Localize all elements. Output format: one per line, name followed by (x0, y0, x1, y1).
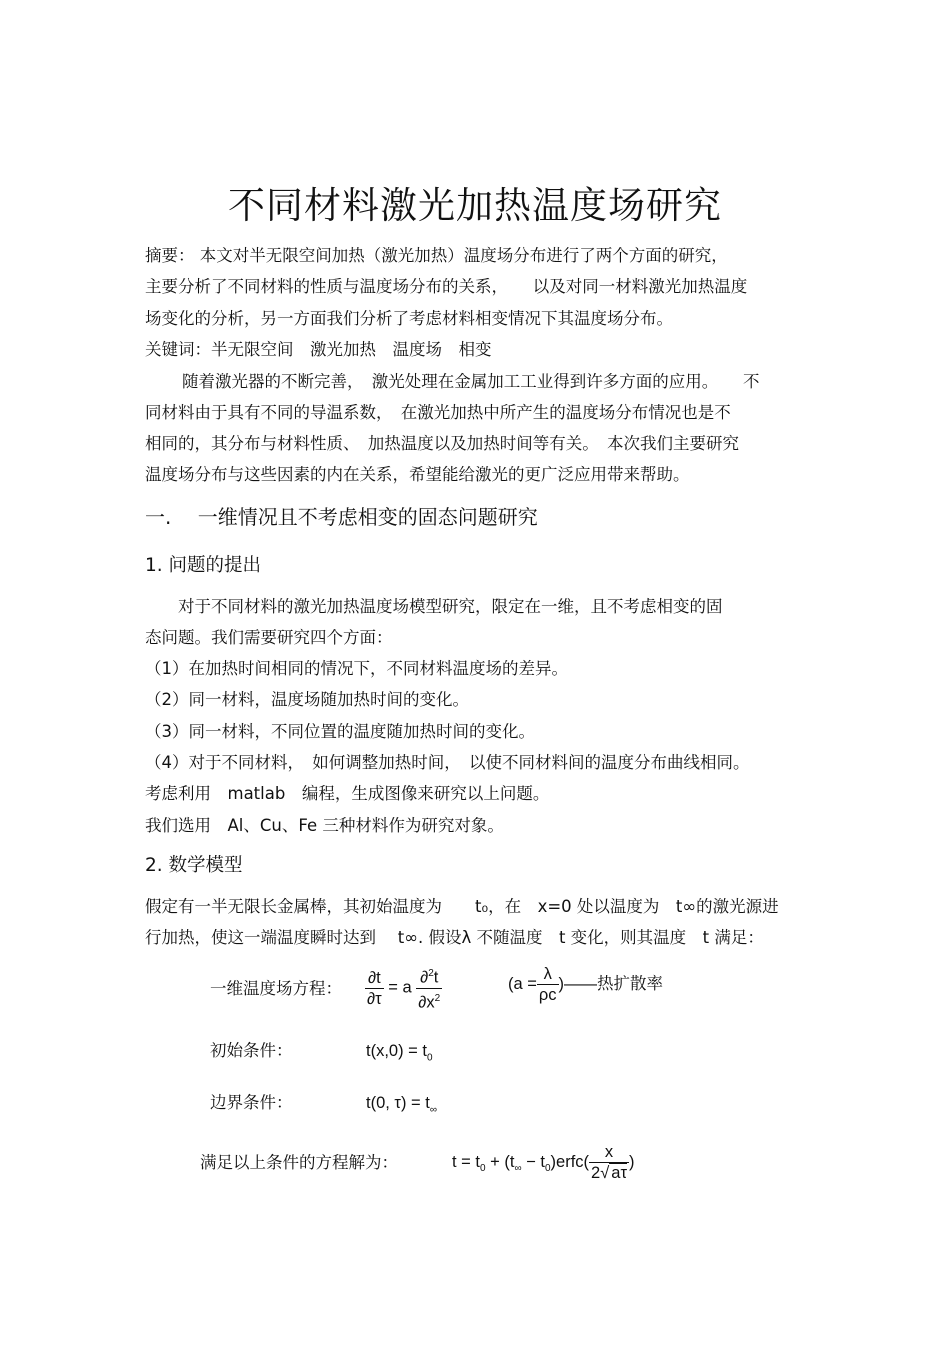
sub1-item-1: （1）在加热时间相同的情况下，不同材料温度场的差异。 (145, 659, 568, 678)
initial-condition: $t(x,0) = t_0$ (366, 1042, 433, 1064)
sub1-line-2: 态问题。我们需要研究四个方面： (145, 628, 393, 647)
solution-formula: $t = t_0 + (t_\infty$ − $t_0)erfc$( $\frac{x}{2√ a\tau}$ ) (452, 1143, 635, 1182)
page-title: 不同材料激光加热温度场研究 (228, 184, 722, 227)
sub1-line-1: 对于不同材料的激光加热温度场模型研究，限定在一维，且不考虑相变的固 (178, 597, 723, 616)
abstract-line-1: 摘要： 本文对半无限空间加热（激光加热）温度场分布进行了两个方面的研究， (145, 246, 728, 265)
initial-condition-label: 初始条件： (210, 1041, 293, 1060)
intro-line-4: 温度场分布与这些因素的内在关系，希望能给激光的更广泛应用带来帮助。 (145, 465, 690, 484)
abstract-line-2: 主要分析了不同材料的性质与温度场分布的关系， 以及对同一材料激光加热温度 (145, 277, 748, 296)
intro-line-1: 随着激光器的不断完善， 激光处理在金属加工工业得到许多方面的应用。 不 (182, 372, 760, 391)
intro-line-3: 相同的，其分布与材料性质、 加热温度以及加热时间等有关。 本次我们主要研究 (145, 434, 739, 453)
diffusivity-note: ——热扩散率 (564, 974, 664, 993)
subsection-heading-2: 2. 数学模型 (145, 855, 243, 876)
keywords: 关键词：半无限空间 激光加热 温度场 相变 (145, 340, 492, 359)
sub2-line-1: 假定有一半无限长金属棒，其初始温度为 t₀，在 x=0 处以温度为 t∞的激光源进 (145, 897, 779, 916)
heat-equation-label: 一维温度场方程： (210, 979, 342, 998)
boundary-condition-label: 边界条件： (210, 1093, 293, 1112)
sub1-item-3: （3）同一材料，不同位置的温度随加热时间的变化。 (145, 722, 535, 741)
diffusivity-formula: (a = $\frac{\lambda}{\rho c}$ )——热扩散率 (508, 965, 664, 1004)
boundary-condition: t(0, $\tau) = t_\infty$ (366, 1094, 437, 1116)
sub1-item-2: （2）同一材料，温度场随加热时间的变化。 (145, 690, 469, 709)
subsection-heading-1: 1. 问题的提出 (145, 555, 262, 576)
sub2-line-2: 行加热，使这一端温度瞬时达到 t∞. 假设λ 不随温度 t 变化，则其温度 t 满足： (145, 928, 764, 947)
sub1-item-4: （4）对于不同材料， 如何调整加热时间， 以使不同材料间的温度分布曲线相同。 (145, 753, 750, 772)
solution-label: 满足以上条件的方程解为： (200, 1153, 398, 1172)
intro-line-2: 同材料由于具有不同的导温系数， 在激光加热中所产生的温度场分布情况也是不 (145, 403, 731, 422)
abstract-line-3: 场变化的分析，另一方面我们分析了考虑材料相变情况下其温度场分布。 (145, 309, 673, 328)
heat-equation: $\frac{\partial t}{\partial\tau}$ = a $\frac{\partial^2t}{\partial x^2}$ (365, 964, 442, 1012)
sub1-line-matlab: 考虑利用 matlab 编程，生成图像来研究以上问题。 (145, 784, 550, 803)
section-heading-1: 一. 一维情况且不考虑相变的固态问题研究 (145, 505, 538, 529)
sub1-line-materials: 我们选用 Al、Cu、Fe 三种材料作为研究对象。 (145, 816, 504, 835)
